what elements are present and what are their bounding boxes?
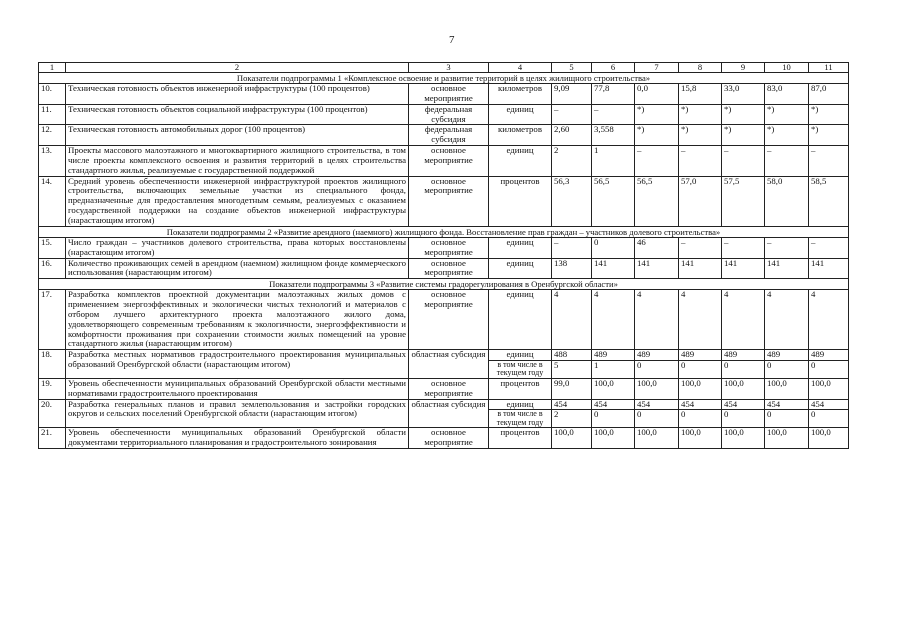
value-cell: 100,0 <box>635 428 679 449</box>
value-cell: 141 <box>809 258 849 279</box>
value-cell: *) <box>635 104 679 125</box>
value-cell: 489 <box>592 350 635 361</box>
row-number: 11. <box>39 104 66 125</box>
activity-type: областная субсидия <box>409 399 489 428</box>
value-cell: 489 <box>722 350 765 361</box>
value-cell: 77,8 <box>592 84 635 105</box>
activity-type: основное мероприятие <box>409 237 489 258</box>
value-cell: 138 <box>552 258 592 279</box>
table-row <box>39 125 849 146</box>
indicator-name: Разработка местных нормативов градостроительного проектирования муниципальных образований Оренбургской области (нарастающим итогом) <box>66 350 409 379</box>
value-cell: 0 <box>809 361 849 379</box>
value-cell: *) <box>765 104 809 125</box>
value-cell: *) <box>809 125 849 146</box>
activity-type: федеральная субсидия <box>409 125 489 146</box>
value-cell: *) <box>722 104 765 125</box>
value-cell: 4 <box>592 290 635 350</box>
unit-of-measure: единиц <box>489 258 552 279</box>
value-cell: 99,0 <box>552 378 592 399</box>
value-cell: 454 <box>592 399 635 410</box>
value-cell: 100,0 <box>809 428 849 449</box>
table-row <box>39 258 849 279</box>
value-cell: 100,0 <box>552 428 592 449</box>
value-cell: 0 <box>722 361 765 379</box>
value-cell: 100,0 <box>679 428 722 449</box>
value-cell: 141 <box>679 258 722 279</box>
unit-of-measure: километров <box>489 125 552 146</box>
unit-of-measure: единиц <box>489 350 552 361</box>
value-cell: 0 <box>592 410 635 428</box>
value-cell: 100,0 <box>765 428 809 449</box>
activity-type: основное мероприятие <box>409 84 489 105</box>
value-cell: 46 <box>635 237 679 258</box>
value-cell: 2 <box>552 146 592 177</box>
unit-of-measure: единиц <box>489 237 552 258</box>
value-cell: – <box>679 146 722 177</box>
value-cell: 454 <box>809 399 849 410</box>
unit-of-measure: единиц <box>489 104 552 125</box>
value-cell: 454 <box>635 399 679 410</box>
value-cell: 4 <box>765 290 809 350</box>
column-header: 3 <box>409 63 489 73</box>
value-cell: 0 <box>765 361 809 379</box>
value-cell: 141 <box>765 258 809 279</box>
value-cell: – <box>722 237 765 258</box>
value-cell: 1 <box>592 146 635 177</box>
value-cell: 489 <box>679 350 722 361</box>
value-cell: 489 <box>635 350 679 361</box>
activity-type: основное мероприятие <box>409 146 489 177</box>
value-cell: *) <box>679 104 722 125</box>
value-cell: *) <box>809 104 849 125</box>
value-cell: 100,0 <box>592 428 635 449</box>
unit-of-measure: километров <box>489 84 552 105</box>
value-cell: 0 <box>679 361 722 379</box>
value-cell: 141 <box>722 258 765 279</box>
value-cell: 83,0 <box>765 84 809 105</box>
value-cell: *) <box>765 125 809 146</box>
value-cell: 100,0 <box>722 428 765 449</box>
value-cell: 454 <box>679 399 722 410</box>
row-number: 12. <box>39 125 66 146</box>
table-row <box>39 176 849 226</box>
table-row <box>39 237 849 258</box>
section-header-row <box>39 73 849 84</box>
indicator-name: Уровень обеспеченности муниципальных образований Оренбургской области местными нормативами градостроительного проектирования <box>66 378 409 399</box>
row-number: 18. <box>39 350 66 379</box>
section-header-row <box>39 279 849 290</box>
value-cell: 100,0 <box>765 378 809 399</box>
unit-of-measure: процентов <box>489 176 552 226</box>
section-title: Показатели подпрограммы 2 «Развитие арендного (наемного) жилищного фонда. Восстановление прав граждан – участников долевого строительства» <box>39 226 849 237</box>
row-number: 17. <box>39 290 66 350</box>
unit-of-measure: в том числе в текущем году <box>489 361 552 379</box>
column-header: 1 <box>39 63 66 73</box>
unit-of-measure: единиц <box>489 146 552 177</box>
unit-of-measure: процентов <box>489 378 552 399</box>
column-number-header-row <box>39 63 849 73</box>
value-cell: – <box>552 237 592 258</box>
indicator-name: Количество проживающих семей в арендном (наемном) жилищном фонде коммерческого использования (нарастающим итогом) <box>66 258 409 279</box>
column-header: 10 <box>765 63 809 73</box>
table-row <box>39 378 849 399</box>
table-row <box>39 350 849 361</box>
value-cell: 454 <box>722 399 765 410</box>
activity-type: основное мероприятие <box>409 290 489 350</box>
value-cell: 489 <box>809 350 849 361</box>
value-cell: 0 <box>635 410 679 428</box>
indicator-name: Техническая готовность объектов социальной инфраструктуры (100 процентов) <box>66 104 409 125</box>
value-cell: 57,0 <box>679 176 722 226</box>
value-cell: – <box>679 237 722 258</box>
value-cell: – <box>635 146 679 177</box>
value-cell: – <box>765 237 809 258</box>
value-cell: 4 <box>552 290 592 350</box>
value-cell: 5 <box>552 361 592 379</box>
row-number: 15. <box>39 237 66 258</box>
value-cell: 454 <box>552 399 592 410</box>
value-cell: 3,558 <box>592 125 635 146</box>
table-row <box>39 84 849 105</box>
value-cell: 488 <box>552 350 592 361</box>
value-cell: 141 <box>592 258 635 279</box>
value-cell: 0,0 <box>635 84 679 105</box>
value-cell: 57,5 <box>722 176 765 226</box>
indicator-name: Разработка комплектов проектной документации малоэтажных жилых домов с применением энергоэффективных и экологически чистых технологий и материалов с отбором лучшего архитектурного проекта малоэтажного жилого дома, удовлетворяющего современным требованиям к экологичности, энергоэффективности и комфортности проживания при сохранении стоимости жилых помещений на уровне стандартного жилья (нарастающим итогом) <box>66 290 409 350</box>
value-cell: 489 <box>765 350 809 361</box>
row-number: 20. <box>39 399 66 428</box>
value-cell: 9,09 <box>552 84 592 105</box>
activity-type: основное мероприятие <box>409 258 489 279</box>
section-header-row <box>39 226 849 237</box>
indicators-table <box>38 62 849 449</box>
activity-type: основное мероприятие <box>409 176 489 226</box>
value-cell: 4 <box>635 290 679 350</box>
indicator-name: Разработка генеральных планов и правил землепользования и застройки городских округов и сельских поселений Оренбургской области (нарастающим итогом) <box>66 399 409 428</box>
value-cell: 0 <box>722 410 765 428</box>
row-number: 19. <box>39 378 66 399</box>
column-header: 11 <box>809 63 849 73</box>
value-cell: 56,3 <box>552 176 592 226</box>
value-cell: 56,5 <box>592 176 635 226</box>
table-row <box>39 146 849 177</box>
value-cell: 100,0 <box>592 378 635 399</box>
value-cell: 0 <box>635 361 679 379</box>
indicator-name: Средний уровень обеспеченности инженерной инфраструктурой проектов жилищного строительства, включающих земельные участки из специального фонда, предназначенные для предоставления многодетным семьям, реализуемых с оказанием государственной поддержки на создание объектов инженерной инфраструктуры (нарастающим итогом) <box>66 176 409 226</box>
value-cell: 141 <box>635 258 679 279</box>
unit-of-measure: процентов <box>489 428 552 449</box>
indicator-name: Число граждан – участников долевого строительства, права которых восстановлены (нарастающим итогом) <box>66 237 409 258</box>
value-cell: 4 <box>809 290 849 350</box>
table-row <box>39 428 849 449</box>
value-cell: 4 <box>679 290 722 350</box>
value-cell: 0 <box>765 410 809 428</box>
indicator-name: Техническая готовность объектов инженерной инфраструктуры (100 процентов) <box>66 84 409 105</box>
row-number: 14. <box>39 176 66 226</box>
table-row <box>39 290 849 350</box>
value-cell: 33,0 <box>722 84 765 105</box>
value-cell: – <box>809 237 849 258</box>
value-cell: 0 <box>592 237 635 258</box>
value-cell: 0 <box>809 410 849 428</box>
row-number: 13. <box>39 146 66 177</box>
value-cell: 2 <box>552 410 592 428</box>
indicator-name: Техническая готовность автомобильных дорог (100 процентов) <box>66 125 409 146</box>
value-cell: – <box>722 146 765 177</box>
page-number: 7 <box>449 34 455 46</box>
value-cell: 58,0 <box>765 176 809 226</box>
value-cell: 100,0 <box>679 378 722 399</box>
indicator-name: Проекты массового малоэтажного и многоквартирного жилищного строительства, в том числе проекты комплексного освоения и развития территорий в целях строительства стандартного жилья, реализуемые с государственной поддержкой <box>66 146 409 177</box>
value-cell: *) <box>722 125 765 146</box>
value-cell: – <box>552 104 592 125</box>
table-row <box>39 399 849 410</box>
value-cell: 100,0 <box>722 378 765 399</box>
value-cell: 100,0 <box>635 378 679 399</box>
activity-type: основное мероприятие <box>409 378 489 399</box>
indicator-name: Уровень обеспеченности муниципальных образований Оренбургской области документами территориального планирования и градостроительного зонирования <box>66 428 409 449</box>
value-cell: 0 <box>679 410 722 428</box>
value-cell: 454 <box>765 399 809 410</box>
column-header: 2 <box>66 63 409 73</box>
activity-type: основное мероприятие <box>409 428 489 449</box>
value-cell: 100,0 <box>809 378 849 399</box>
activity-type: областная субсидия <box>409 350 489 379</box>
value-cell: 87,0 <box>809 84 849 105</box>
unit-of-measure: в том числе в текущем году <box>489 410 552 428</box>
row-number: 21. <box>39 428 66 449</box>
value-cell: 58,5 <box>809 176 849 226</box>
section-title: Показатели подпрограммы 1 «Комплексное освоение и развитие территорий в целях жилищного строительства» <box>39 73 849 84</box>
value-cell: 2,60 <box>552 125 592 146</box>
column-header: 4 <box>489 63 552 73</box>
value-cell: *) <box>635 125 679 146</box>
value-cell: *) <box>679 125 722 146</box>
section-title: Показатели подпрограммы 3 «Развитие системы градорегулирования в Оренбургской области» <box>39 279 849 290</box>
value-cell: 15,8 <box>679 84 722 105</box>
activity-type: федеральная субсидия <box>409 104 489 125</box>
column-header: 5 <box>552 63 592 73</box>
unit-of-measure: единиц <box>489 399 552 410</box>
column-header: 8 <box>679 63 722 73</box>
value-cell: 4 <box>722 290 765 350</box>
value-cell: 56,5 <box>635 176 679 226</box>
column-header: 7 <box>635 63 679 73</box>
table-row <box>39 104 849 125</box>
value-cell: – <box>809 146 849 177</box>
value-cell: – <box>765 146 809 177</box>
value-cell: 1 <box>592 361 635 379</box>
row-number: 16. <box>39 258 66 279</box>
unit-of-measure: единиц <box>489 290 552 350</box>
row-number: 10. <box>39 84 66 105</box>
column-header: 9 <box>722 63 765 73</box>
value-cell: – <box>592 104 635 125</box>
column-header: 6 <box>592 63 635 73</box>
